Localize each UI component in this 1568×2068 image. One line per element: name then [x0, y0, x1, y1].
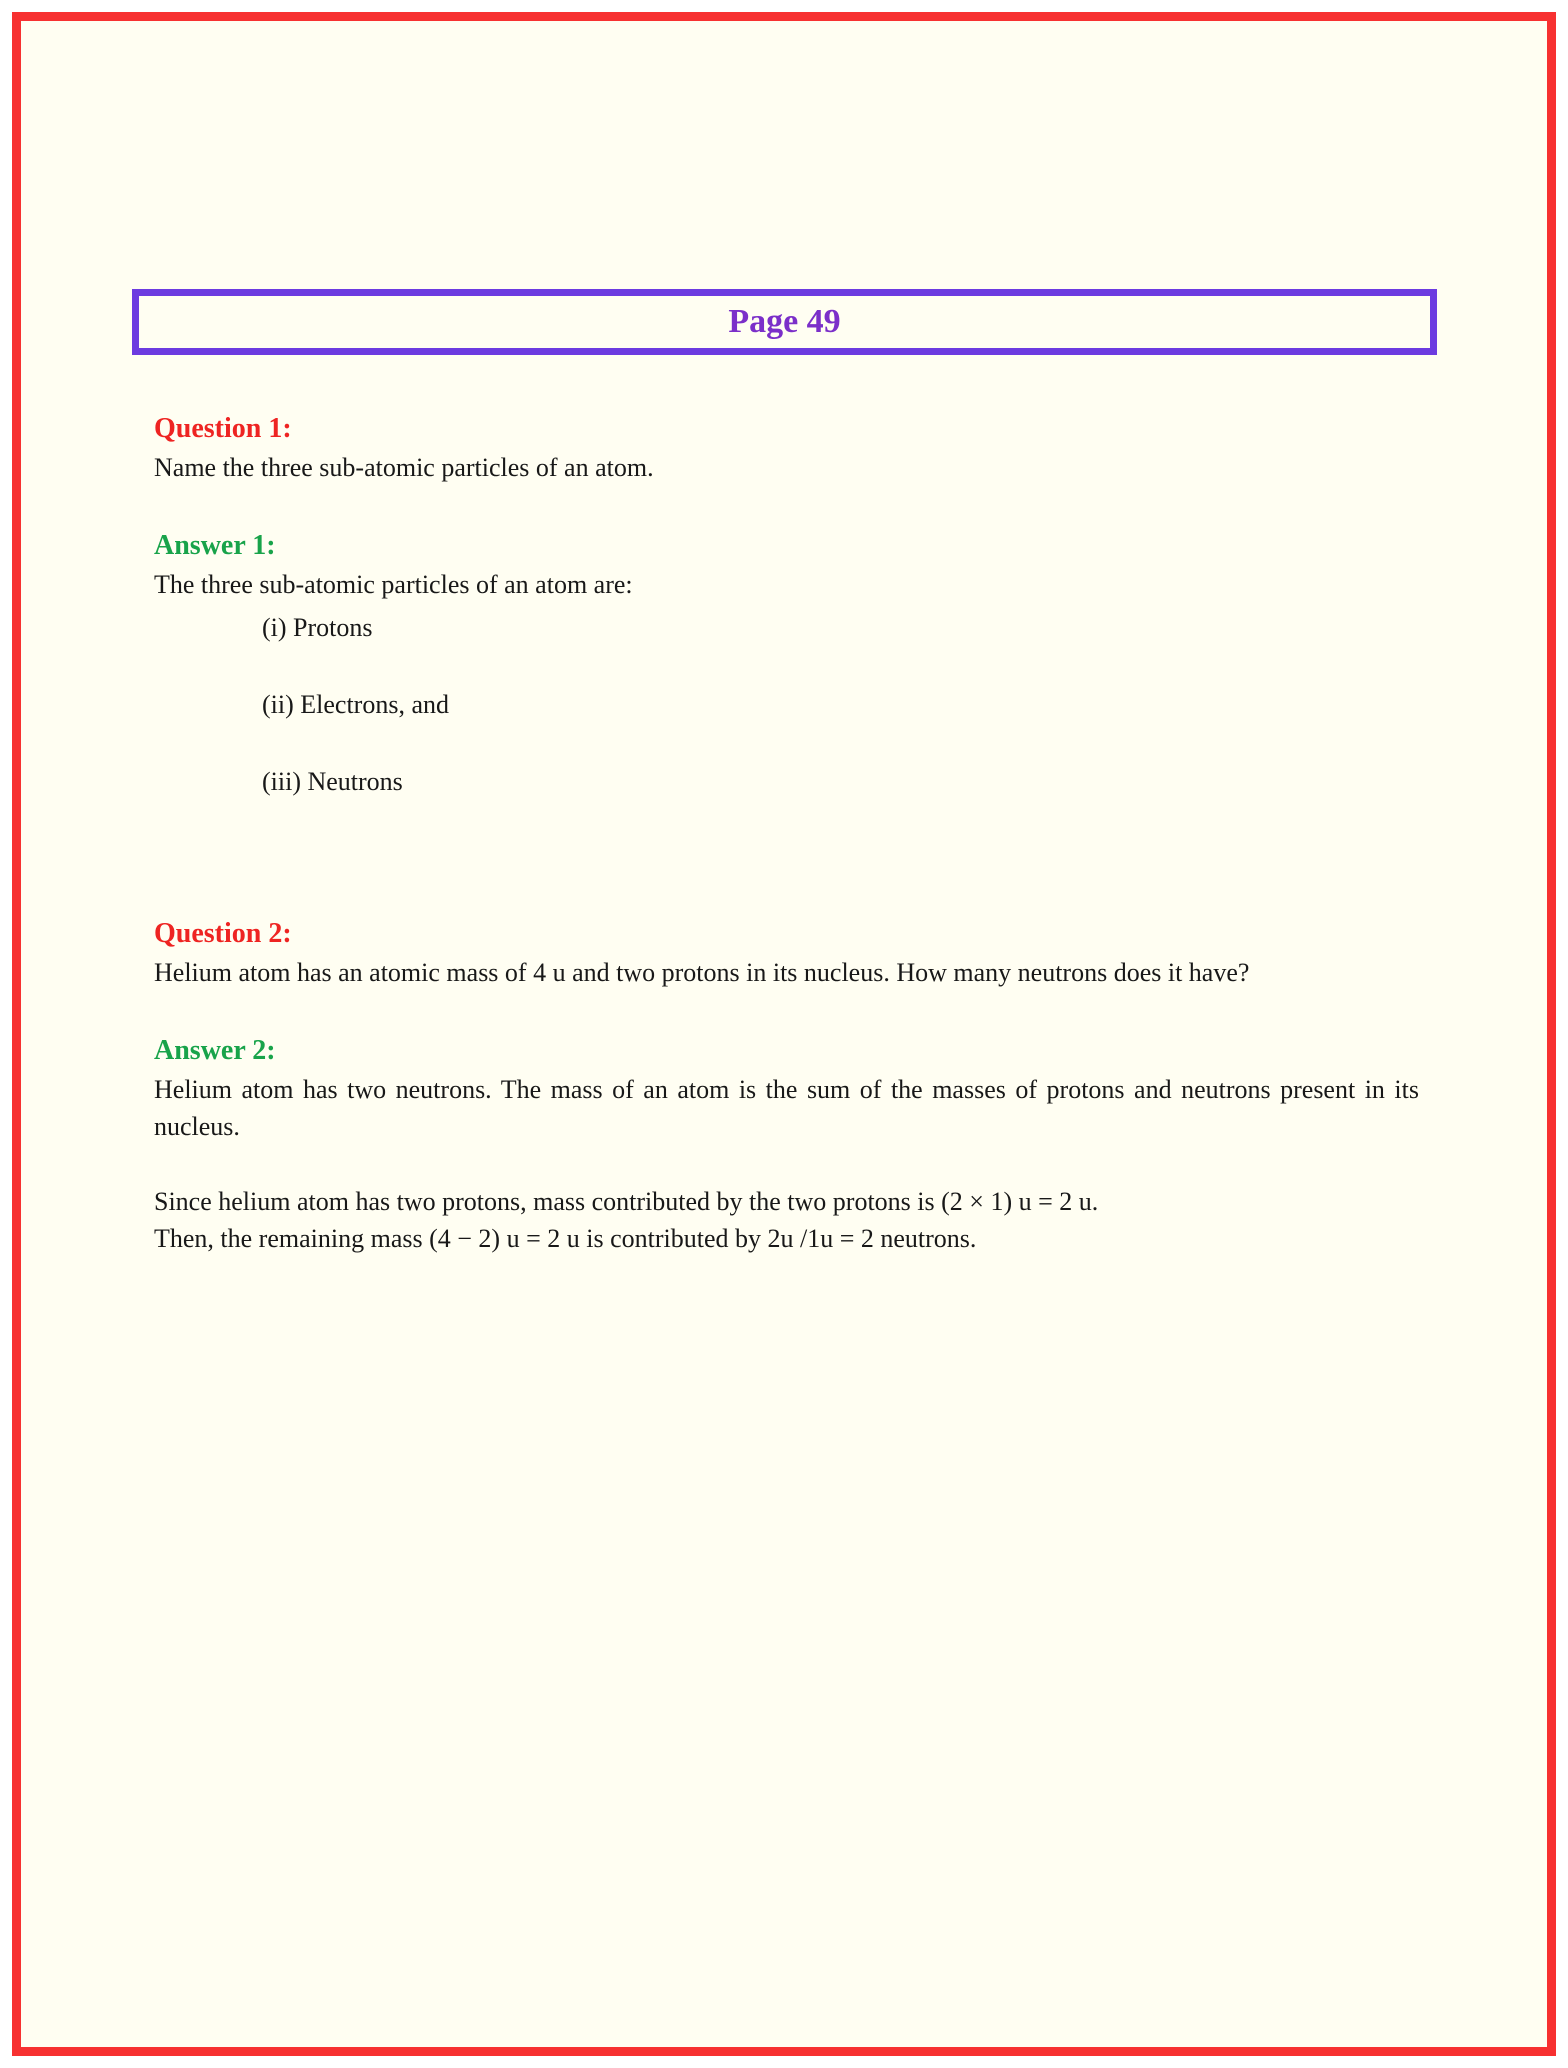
question-2-label: Question 2: — [154, 918, 292, 949]
qa-section-1 — [154, 411, 1419, 800]
list-item: (ii) Electrons, and — [262, 690, 449, 719]
question-2-text: Helium atom has an atomic mass of 4 u and two protons in its nucleus. How many neutrons does it have? — [154, 958, 1250, 987]
answer-2-line-1: Since helium atom has two protons, mass contributed by the two protons is (2 × 1) u = 2 u. — [154, 1187, 1099, 1216]
question-1-label: Question 1: — [154, 413, 292, 444]
answer-1-intro: The three sub-atomic particles of an atom are: — [154, 570, 633, 599]
answer-1-list — [154, 609, 1419, 800]
page-title: Page 49 — [728, 303, 841, 340]
answer-1-label: Answer 1: — [154, 530, 276, 561]
qa-section-2 — [154, 916, 1419, 1257]
list-item: (i) Protons — [262, 613, 373, 642]
list-item: (iii) Neutrons — [262, 767, 403, 796]
page-border-frame — [12, 12, 1556, 2056]
question-1-text: Name the three sub-atomic particles of an atom. — [154, 453, 654, 482]
answer-2-paragraph: Helium atom has two neutrons. The mass of an atom is the sum of the masses of protons and neutrons present in its nucleus. — [154, 1075, 1419, 1141]
page-title-box — [132, 289, 1437, 355]
answer-2-label: Answer 2: — [154, 1035, 276, 1066]
answer-2-line-2: Then, the remaining mass (4 − 2) u = 2 u is contributed by 2u /1u = 2 neutrons. — [154, 1224, 977, 1253]
